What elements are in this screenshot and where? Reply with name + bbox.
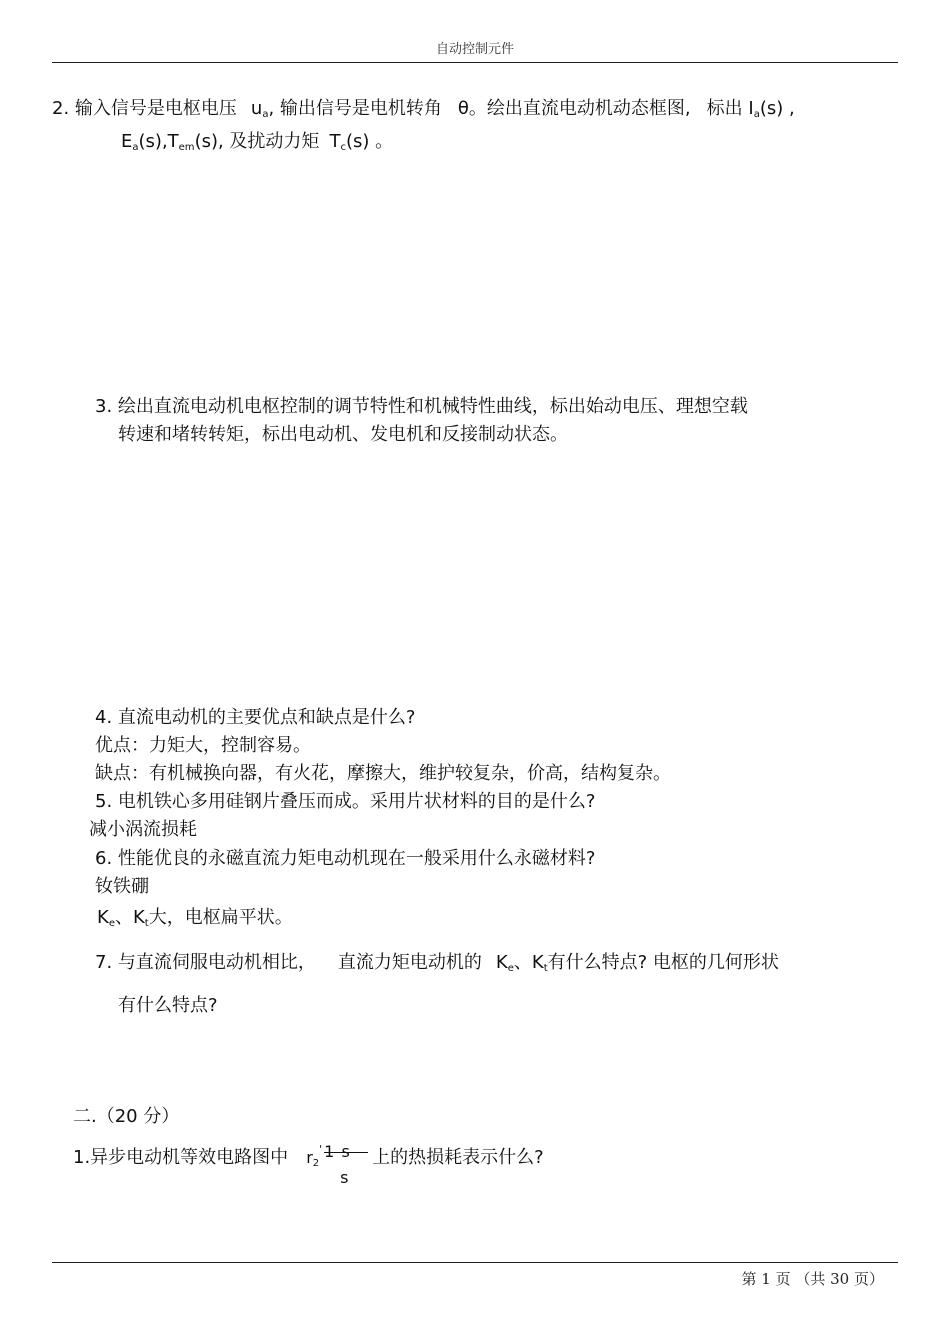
question-3-line-1: 3. 绘出直流电动机电枢控制的调节特性和机械特性曲线，标出始动电压、理想空载 [95,396,748,417]
question-6: 6. 性能优良的永磁直流力矩电动机现在一般采用什么永磁材料? [95,848,596,869]
s2q1-r: r [306,1148,313,1167]
q2-theta-text: θ。绘出直流电动机动态框图, [457,98,691,119]
s2q1-fraction-numerator: 1 s [324,1142,351,1161]
q2-symbol-u: u [250,98,263,119]
q7-text-b: 直流力矩电动机的 [337,952,482,973]
header-rule [52,62,898,63]
q7-tail: 有什么特点? 电枢的几何形状 [547,952,779,973]
s2q1-r-sub: 2 [312,1158,320,1169]
question-2-line-1 [52,98,795,120]
q2-text-start: 2. 输入信号是电枢电压 [52,98,237,119]
section-2-question-1 [73,1136,544,1187]
q2-tc-sub: c [340,142,346,153]
question-6-k-answer [97,907,293,929]
s2q1-suffix: 上的热损耗表示什么? [372,1147,544,1168]
q2-tem-sub: em [178,142,195,153]
question-7-line-1 [95,952,779,974]
q7-k1-sub: e [507,963,514,974]
question-7-line-2: 有什么特点? [118,995,218,1016]
q2-tem-tail: (s), 及扰动力矩 [194,131,320,152]
s2q1-r-mark: ' [319,1143,323,1156]
question-3-line-2: 转速和堵转转矩，标出电动机、发电机和反接制动状态。 [118,424,568,445]
question-4-answer-cons: 缺点：有机械换向器，有火花，摩擦大，维护较复杂，价高，结构复杂。 [95,763,671,784]
q6-k1: K [97,907,109,928]
page-number: 第 1 页 （共 30 页） [741,1270,884,1288]
q2-symbol-e-sub: a [132,142,139,153]
q2-symbol-u-sub: a [262,109,269,120]
s2q1-fraction-bar [324,1152,368,1153]
question-5: 5. 电机铁心多用硅钢片叠压而成。采用片状材料的目的是什么? [95,791,596,812]
section-2-heading: 二.（20 分） [73,1106,180,1127]
q2-ia-sub: a [753,109,760,120]
q2-mark-text: 标出 I [706,98,754,119]
question-6-answer: 钕铁硼 [95,876,149,897]
q6-k1-sub: e [108,918,115,929]
question-2-line-2 [121,131,393,153]
q2-ia-tail: (s) , [759,98,795,119]
q6-k2-sub: t [144,918,149,929]
q2-e-tail: (s),T [138,131,179,152]
q2-symbol-e: E [121,131,133,152]
question-4-answer-pros: 优点：力矩大，控制容易。 [95,735,311,756]
q2-tc-tail: (s) 。 [345,131,394,152]
q2-text-mid: , 输出信号是电机转角 [268,98,442,119]
footer-rule [52,1262,898,1263]
s2q1-fraction-denominator: s [340,1168,349,1187]
q6-k-tail: 大，电枢扁平状。 [148,907,293,928]
question-5-answer: 减小涡流损耗 [89,819,197,840]
q6-k-sep: 、K [114,907,145,928]
s2q1-prefix: 1.异步电动机等效电路图中 [73,1147,289,1168]
q2-symbol-tc: T [329,131,341,152]
q7-text-a: 7. 与直流伺服电动机相比， [95,952,316,973]
question-4: 4. 直流电动机的主要优点和缺点是什么? [95,707,416,728]
q7-k1: K [495,952,508,973]
q7-sep: 、K [513,952,544,973]
document-header-title: 自动控制元件 [435,42,514,57]
s2q1-fraction [322,1136,372,1187]
q7-k2-sub: t [543,963,548,974]
